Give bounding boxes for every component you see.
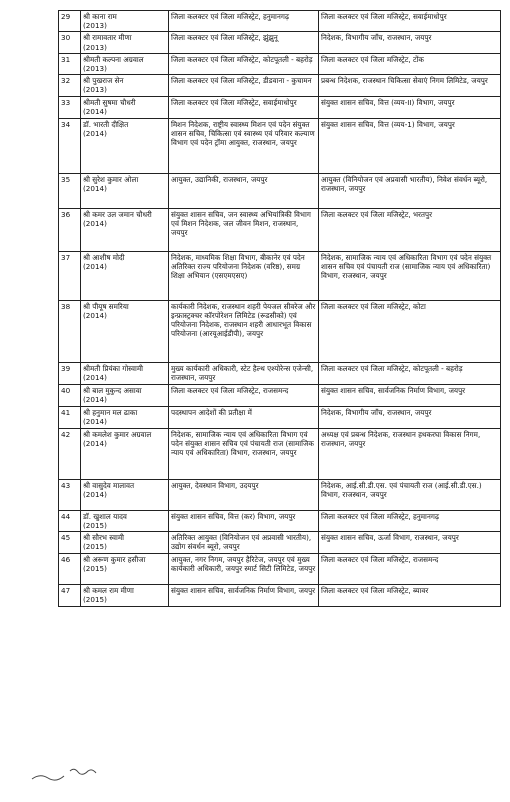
- row-number: 40: [59, 384, 81, 406]
- officer-name: श्रीमती कल्पना अग्रवाल: [83, 54, 144, 64]
- officer-name: श्री कमलेश कुमार अग्रवाल: [83, 429, 152, 439]
- officer-name: श्रीमती सुषमा चौधरी: [83, 98, 136, 108]
- officer-batch: (2014): [83, 372, 107, 382]
- officer-name: डॉ. खुशाल यादव: [83, 511, 127, 521]
- officer-batch: (2014): [83, 128, 107, 138]
- officer-cell: [81, 173, 169, 208]
- officer-name: श्रीमती प्रियंका गोस्वामी: [83, 363, 144, 373]
- officer-batch: (2013): [83, 42, 107, 52]
- officer-batch: (2013): [83, 85, 107, 95]
- officer-batch: (2014): [83, 261, 107, 271]
- table-row: [59, 118, 501, 173]
- officer-name: श्री बाल मुकुन्द असावा: [83, 385, 142, 395]
- table-row: [59, 97, 501, 118]
- officer-cell: [81, 97, 169, 118]
- table-row: [59, 532, 501, 554]
- row-number: 29: [59, 11, 81, 32]
- officer-batch: (2015): [83, 542, 107, 552]
- officer-cell: [81, 428, 169, 479]
- officer-cell: [81, 118, 169, 173]
- table-row: [59, 428, 501, 479]
- current-posting: निदेशक, माध्यमिक शिक्षा विभाग, बीकानेर एवं पदेन अतिरिक्त राज्य परियोजना निदेशक (वरिष्ठ), समग्र शिक्षा अभियान (एसएमएसए): [169, 251, 319, 300]
- officer-name: श्री पीयूष समरिया: [83, 301, 129, 311]
- officer-cell: [81, 11, 169, 32]
- current-posting: संयुक्त शासन सचिव, वित्त (कर) विभाग, जयपुर: [169, 510, 319, 531]
- new-posting: निदेशक, विभागीय जाँच, राजस्थान, जयपुर: [319, 406, 501, 428]
- row-number: 37: [59, 251, 81, 300]
- officer-name: श्री पुखराज सेन: [83, 76, 124, 86]
- officer-cell: [81, 554, 169, 585]
- officer-name: श्री कमल राम मीणा: [83, 586, 134, 596]
- table-row: [59, 300, 501, 362]
- table-row: [59, 173, 501, 208]
- current-posting: आयुक्त, उद्यानिकी, राजस्थान, जयपुर: [169, 173, 319, 208]
- new-posting: जिला कलक्टर एवं जिला मजिस्ट्रेट, भरतपुर: [319, 208, 501, 251]
- table-row: [59, 11, 501, 32]
- table-row: [59, 510, 501, 531]
- new-posting: जिला कलक्टर एवं जिला मजिस्ट्रेट, कोटपूतली - बहरोड़: [319, 362, 501, 384]
- officer-batch: (2014): [83, 394, 107, 404]
- officer-name: श्री हनुमान मल ढाका: [83, 407, 138, 417]
- current-posting: निदेशक, सामाजिक न्याय एवं अधिकारिता विभाग एवं पदेन संयुक्त शासन सचिव एवं पंचायती राज (सामाजिक न्याय एवं अधिकारिता) विभाग, राजस्थान, जयपुर: [169, 428, 319, 479]
- new-posting: प्रबन्ध निदेशक, राजस्थान चिकित्सा सेवाएं निगम लिमिटेड, जयपुर: [319, 75, 501, 97]
- officer-cell: [81, 251, 169, 300]
- officer-cell: [81, 300, 169, 362]
- new-posting: जिला कलक्टर एवं जिला मजिस्ट्रेट, हनुमानगढ़: [319, 510, 501, 531]
- current-posting: जिला कलक्टर एवं जिला मजिस्ट्रेट, कोटपूतली - बहरोड़: [169, 53, 319, 74]
- row-number: 35: [59, 173, 81, 208]
- officer-name: श्री आशीष मोदी: [83, 252, 125, 262]
- table-row: [59, 208, 501, 251]
- officer-cell: [81, 585, 169, 607]
- new-posting: जिला कलक्टर एवं जिला मजिस्ट्रेट, सवाईमाधोपुर: [319, 11, 501, 32]
- officer-cell: [81, 75, 169, 97]
- new-posting: जिला कलक्टर एवं जिला मजिस्ट्रेट, ब्यावर: [319, 585, 501, 607]
- row-number: 45: [59, 532, 81, 554]
- current-posting: जिला कलक्टर एवं जिला मजिस्ट्रेट, झुंझुनू: [169, 32, 319, 53]
- officer-cell: [81, 479, 169, 510]
- row-number: 33: [59, 97, 81, 118]
- current-posting: जिला कलक्टर एवं जिला मजिस्ट्रेट, हनुमानगढ़: [169, 11, 319, 32]
- current-posting: जिला कलक्टर एवं जिला मजिस्ट्रेट, डीडवाना - कुचामन: [169, 75, 319, 97]
- new-posting: जिला कलक्टर एवं जिला मजिस्ट्रेट, राजसमन्द: [319, 554, 501, 585]
- table-row: [59, 75, 501, 97]
- table-row: [59, 251, 501, 300]
- current-posting: पदस्थापन आदेशों की प्रतीक्षा में: [169, 406, 319, 428]
- new-posting: जिला कलक्टर एवं जिला मजिस्ट्रेट, कोटा: [319, 300, 501, 362]
- row-number: 36: [59, 208, 81, 251]
- officer-cell: [81, 510, 169, 531]
- new-posting: संयुक्त शासन सचिव, वित्त (व्यय-II) विभाग, जयपुर: [319, 97, 501, 118]
- officer-batch: (2015): [83, 595, 107, 605]
- row-number: 34: [59, 118, 81, 173]
- row-number: 47: [59, 585, 81, 607]
- officer-batch: (2014): [83, 416, 107, 426]
- officer-batch: (2014): [83, 438, 107, 448]
- current-posting: अतिरिक्त आयुक्त (विनियोजन एवं अप्रवासी भारतीय), उद्योग संवर्धन ब्यूरो, जयपुर: [169, 532, 319, 554]
- officer-name: श्री काना राम: [83, 12, 117, 21]
- table-row: [59, 554, 501, 585]
- row-number: 31: [59, 53, 81, 74]
- row-number: 41: [59, 406, 81, 428]
- current-posting: संयुक्त शासन सचिव, जन स्वास्थ्य अभियांत्रिकी विभाग एवं मिशन निदेशक, जल जीवन मिशन, राजस्थान, जयपुर: [169, 208, 319, 251]
- officer-batch: (2015): [83, 564, 107, 574]
- officer-name: श्री अरूण कुमार हसीजा: [83, 555, 146, 565]
- officer-batch: (2014): [83, 107, 107, 117]
- new-posting: निदेशक, सामाजिक न्याय एवं अधिकारिता विभाग एवं पदेन संयुक्त शासन सचिव एवं पंचायती राज (सामाजिक न्याय एवं अधिकारिता) विभाग, राजस्थान, जयपुर: [319, 251, 501, 300]
- current-posting: संयुक्त शासन सचिव, सार्वजनिक निर्माण विभाग, जयपुर: [169, 585, 319, 607]
- officer-cell: [81, 532, 169, 554]
- table-row: [59, 406, 501, 428]
- officer-name: श्री सौरभ स्वामी: [83, 533, 125, 543]
- officer-batch: (2014): [83, 218, 107, 228]
- officer-batch: (2013): [83, 21, 107, 31]
- officer-cell: [81, 53, 169, 74]
- new-posting: संयुक्त शासन सचिव, वित्त (व्यय-1) विभाग, जयपुर: [319, 118, 501, 173]
- officer-cell: [81, 208, 169, 251]
- officer-name: श्री वासुदेव मालावत: [83, 480, 135, 490]
- officer-batch: (2013): [83, 64, 107, 74]
- row-number: 30: [59, 32, 81, 53]
- new-posting: जिला कलक्टर एवं जिला मजिस्ट्रेट, टोंक: [319, 53, 501, 74]
- officer-cell: [81, 32, 169, 53]
- row-number: 32: [59, 75, 81, 97]
- new-posting: आयुक्त (विनियोजन एवं अप्रवासी भारतीय), निवेश संवर्धन ब्यूरो, राजस्थान, जयपुर: [319, 173, 501, 208]
- officer-cell: [81, 406, 169, 428]
- officer-name: डॉ. भारती दीक्षित: [83, 119, 129, 129]
- row-number: 39: [59, 362, 81, 384]
- table-row: [59, 384, 501, 406]
- new-posting: संयुक्त शासन सचिव, सार्वजनिक निर्माण विभाग, जयपुर: [319, 384, 501, 406]
- current-posting: आयुक्त, देवस्थान विभाग, उदयपुर: [169, 479, 319, 510]
- current-posting: मिशन निदेशक, राष्ट्रीय स्वास्थ्य मिशन एवं पदेन संयुक्त शासन सचिव, चिकित्सा एवं स्वास्थ्य एवं परिवार कल्याण विभाग एवं पदेन ट्रॉमा आयुक्त, राजस्थान, जयपुर: [169, 118, 319, 173]
- officer-batch: (2014): [83, 310, 107, 320]
- signature-mark: [30, 763, 102, 785]
- table-row: [59, 32, 501, 53]
- transfer-list-table: [58, 10, 501, 607]
- current-posting: मुख्य कार्यकारी अधिकारी, स्टेट हैल्थ एश्योरेन्स एजेन्सी, राजस्थान, जयपुर: [169, 362, 319, 384]
- row-number: 43: [59, 479, 81, 510]
- current-posting: जिला कलक्टर एवं जिला मजिस्ट्रेट, राजसमन्द: [169, 384, 319, 406]
- table-row: [59, 585, 501, 607]
- officer-name: श्री कमर उल जमान चौधरी: [83, 209, 152, 219]
- row-number: 44: [59, 510, 81, 531]
- current-posting: आयुक्त, नगर निगम, जयपुर हैरिटेज, जयपुर एवं मुख्य कार्यकारी अधिकारी, जयपुर स्मार्ट सिटी लिमिटेड, जयपुर: [169, 554, 319, 585]
- current-posting: जिला कलक्टर एवं जिला मजिस्ट्रेट, सवाईमाधोपुर: [169, 97, 319, 118]
- table-row: [59, 53, 501, 74]
- officer-name: श्री रामावतार मीणा: [83, 33, 132, 43]
- new-posting: संयुक्त शासन सचिव, ऊर्जा विभाग, राजस्थान, जयपुर: [319, 532, 501, 554]
- officer-name: श्री सुरेश कुमार ओला: [83, 174, 139, 184]
- row-number: 46: [59, 554, 81, 585]
- table-body: [59, 11, 501, 607]
- new-posting: निदेशक, आई.सी.डी.एस. एवं पंचायती राज (आई.सी.डी.एस.) विभाग, राजस्थान, जयपुर: [319, 479, 501, 510]
- row-number: 38: [59, 300, 81, 362]
- new-posting: अध्यक्ष एवं प्रबन्ध निदेशक, राजस्थान हथकरघा विकास निगम, राजस्थान, जयपुर: [319, 428, 501, 479]
- new-posting: निदेशक, विभागीय जाँच, राजस्थान, जयपुर: [319, 32, 501, 53]
- table-row: [59, 362, 501, 384]
- row-number: 42: [59, 428, 81, 479]
- table-row: [59, 479, 501, 510]
- officer-batch: (2014): [83, 489, 107, 499]
- current-posting: कार्यकारी निदेशक, राजस्थान शहरी पेयजल सीवरेज और इन्फ्रास्ट्रक्चर कॉरपोरेशन लिमिटेड (रूडसीको) एवं परियोजना निदेशक, राजस्थान शहरी आधारभूत विकास परियोजना (आरयूआईडीपी), जयपुर: [169, 300, 319, 362]
- officer-batch: (2015): [83, 520, 107, 530]
- officer-cell: [81, 384, 169, 406]
- officer-cell: [81, 362, 169, 384]
- officer-batch: (2014): [83, 183, 107, 193]
